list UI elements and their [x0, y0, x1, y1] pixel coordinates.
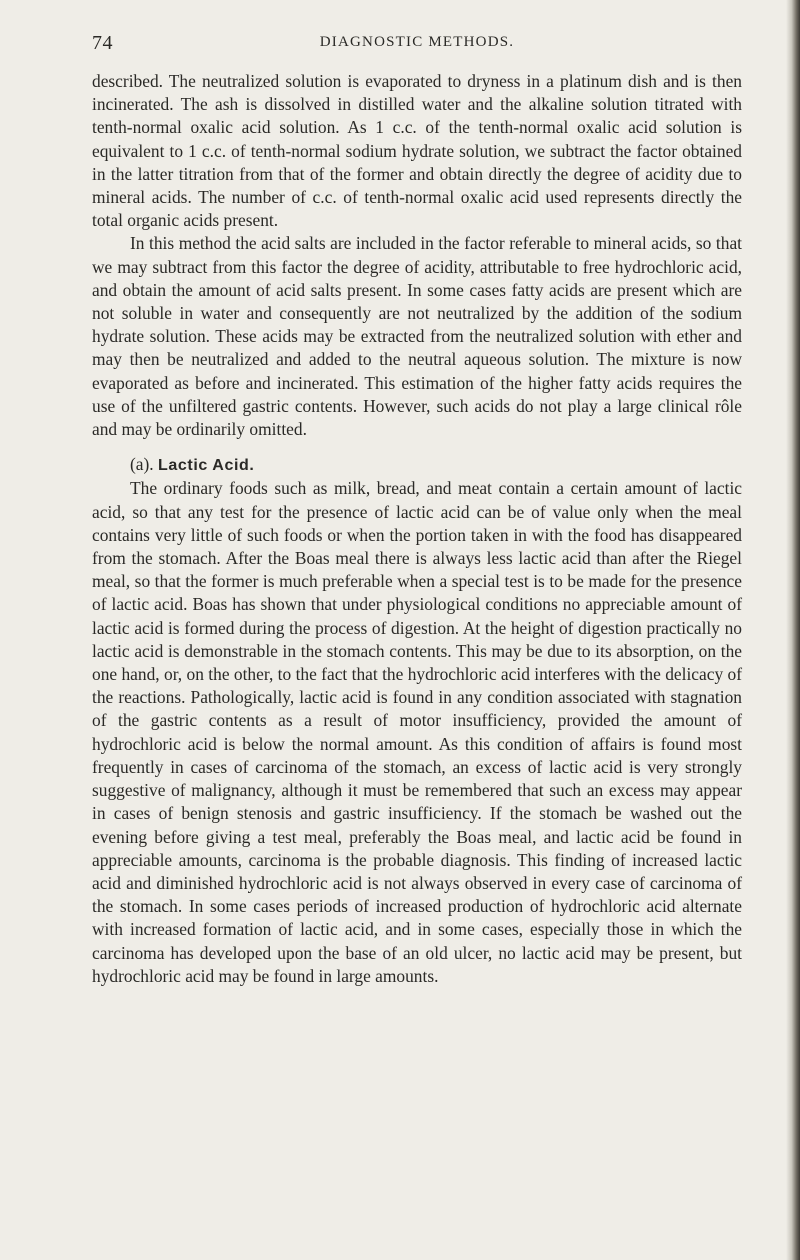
- section-label: (a).: [130, 454, 154, 475]
- paragraph-lactic-acid: The ordinary foods such as milk, bread, and meat contain a certain amount of lactic acid, so that any test for the presence of lactic acid can be of value only when the meal contains very little of such foods or when the portion taken in with the food has disappeared from the stomach. After the Boas meal there is always less lactic acid than after the Riegel meal, so that the former is much preferable when a special test is to be made for the presence of lactic acid. Boas has shown that under physiological conditions no appreciable amount of lactic acid is formed during the process of digestion. At the height of digestion practically no lactic acid is demonstrable in the stomach contents. This may be due to its absorption, on the one hand, or, on the other, to the fact that the hydrochloric acid interferes with the delicacy of the reactions. Pathologically, lactic acid is found in any condition associated with stagnation of the gastric contents as a result of motor insufficiency, provided the amount of hydrochloric acid is below the normal amount. As this condition of affairs is found most frequently in cases of carcinoma of the stomach, an excess of lactic acid is very strongly suggestive of malignancy, although it must be remembered that such an excess may appear in cases of benign stenosis and gastric insufficiency. If the stomach be washed out the evening before giving a test meal, preferably the Boas meal, and lactic acid be found in appreciable amounts, carcinoma is the probable diagnosis. This finding of increased lactic acid and diminished hydrochloric acid is not always observed in every case of carcinoma of the stomach. In some cases periods of increased production of hydrochloric acid alternate with increased formation of lactic acid, and in some cases, especially those in which the carcinoma has developed upon the base of an old ulcer, no lactic acid may be present, but hydrochloric acid may be found in large amounts.: [92, 478, 742, 986]
- section-title: Lactic Acid.: [158, 457, 255, 475]
- section-heading: [92, 453, 742, 477]
- paragraph-continued: described. The neutralized solution is evaporated to dryness in a platinum dish and is then incinerated. The ash is dissolved in distilled water and the alkaline solution titrated with tenth-normal oxalic acid solution. As 1 c.c. of the tenth-normal oxalic acid solution is equivalent to 1 c.c. of tenth-normal sodium hydrate solution, we subtract the factor obtained in the latter titration from that of the former and obtain directly the degree of acidity due to mineral acids. The number of c.c. of tenth-normal oxalic acid used represents directly the total organic acids present.: [92, 71, 742, 231]
- running-title: DIAGNOSTIC METHODS.: [319, 34, 515, 50]
- page-edge-shadow: [786, 0, 800, 1260]
- paragraph-acid-salts: In this method the acid salts are included in the factor referable to mineral acids, so that we may subtract from this factor the degree of acidity, attributable to free hydrochloric acid, and obtain the amount of acid salts present. In some cases fatty acids are present which are not soluble in water and consequently are not neutralized by the addition of the sodium hydrate solution. These acids may be extracted from the neutralized solution with ether and may then be neutralized and added to the neutral aqueous solution. The mixture is now evaporated as before and incinerated. This estimation of the higher fatty acids requires the use of the unfiltered gastric contents. However, such acids do not play a large clinical rôle and may be ordinarily omitted.: [92, 233, 742, 440]
- page-number: 74: [92, 32, 113, 54]
- page-body: [92, 70, 742, 988]
- running-head: [92, 32, 742, 56]
